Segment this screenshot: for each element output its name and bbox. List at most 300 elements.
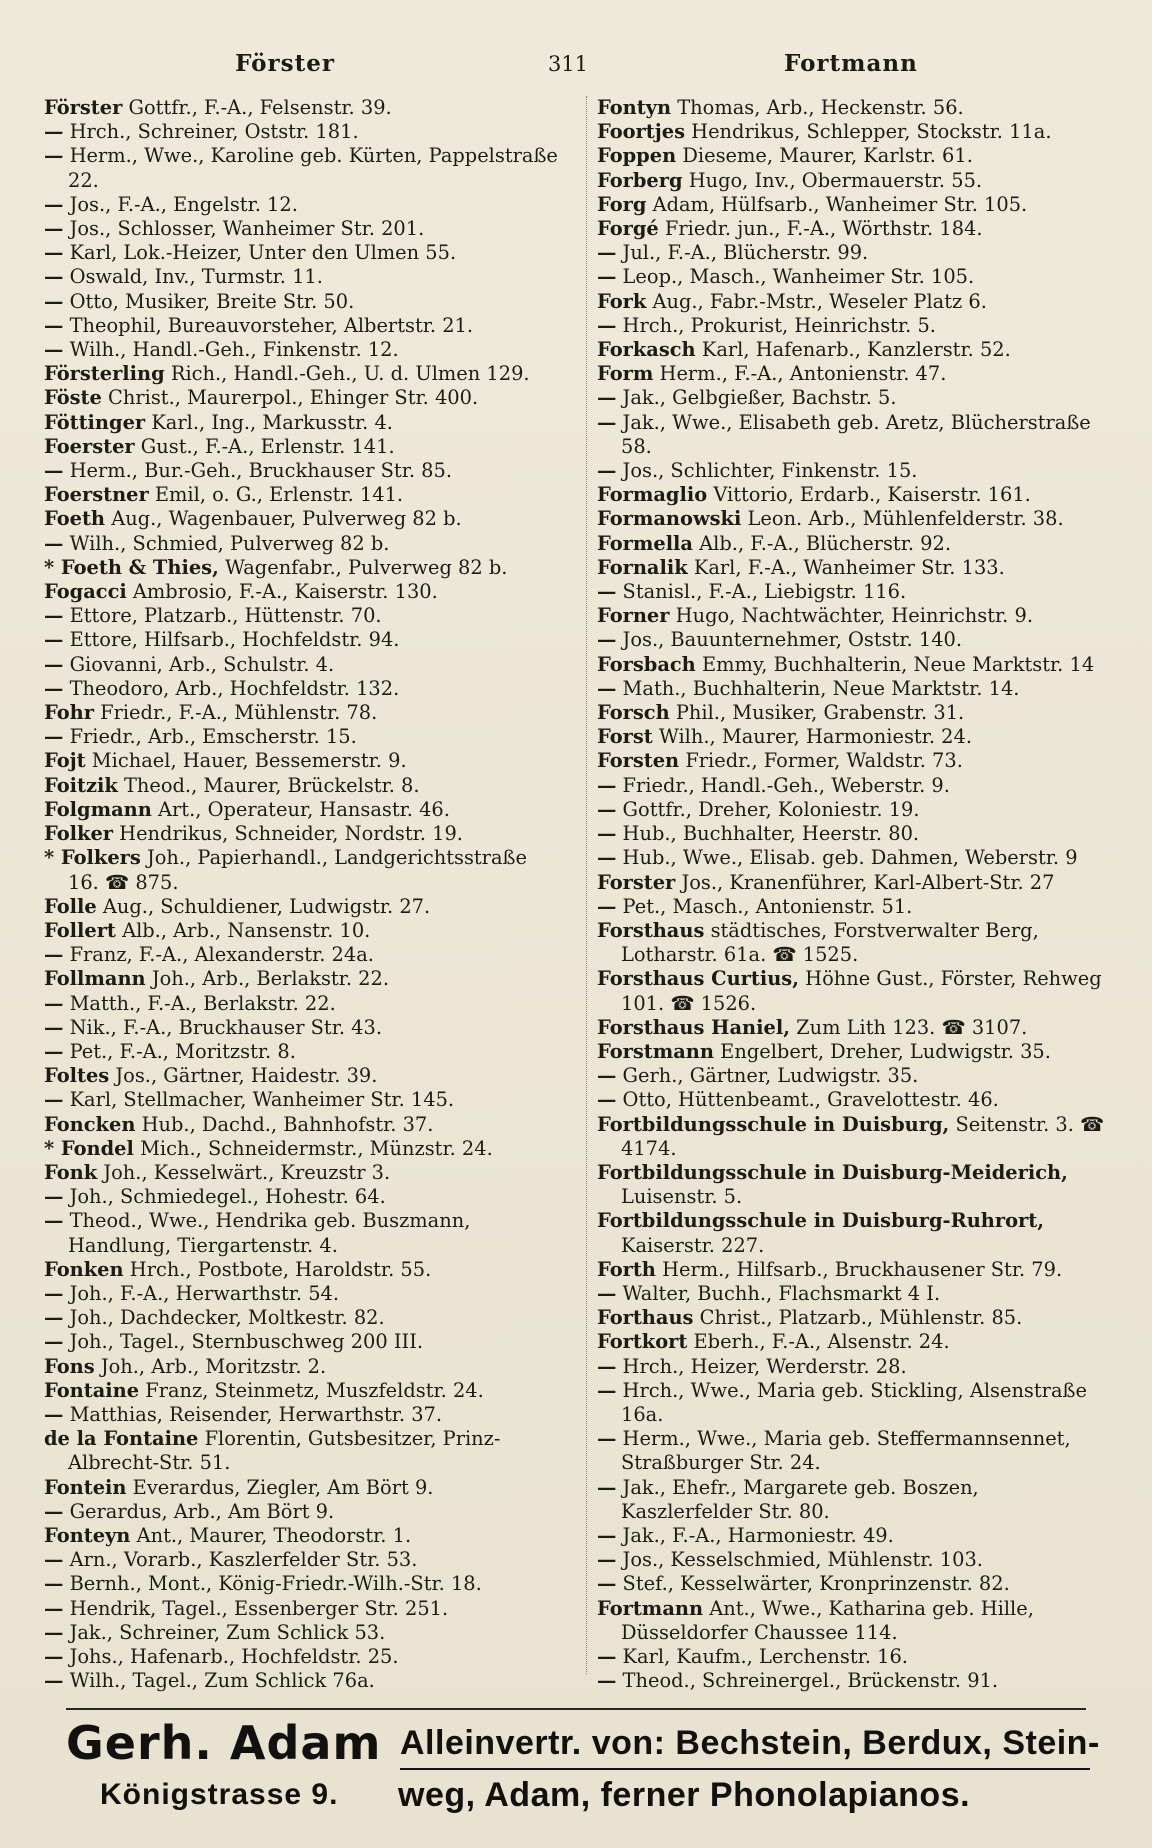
directory-entry xyxy=(597,532,1112,556)
directory-entry xyxy=(44,1137,562,1161)
entry-surname: Forstmann xyxy=(596,1039,714,1063)
entry-details: Karl, Stellmacher, Wanheimer Str. 145. xyxy=(69,1088,455,1112)
directory-entry xyxy=(44,532,562,556)
entry-details: Vittorio, Erdarb., Kaiserstr. 161. xyxy=(713,483,1031,507)
entry-surname: — xyxy=(596,1064,617,1088)
entry-details: Jak., Wwe., Elisabeth geb. Aretz, Blücherstraße 58. xyxy=(620,410,1091,458)
entry-surname: Folgmann xyxy=(44,797,152,821)
entry-details: Jul., F.-A., Blücherstr. 99. xyxy=(622,241,869,265)
entry-surname: — xyxy=(44,338,64,362)
entry-details: Dieseme, Maurer, Karlstr. 61. xyxy=(682,144,973,168)
entry-details: Karl, Lok.-Heizer, Unter den Ulmen 55. xyxy=(69,241,457,265)
entry-surname: Follmann xyxy=(44,967,146,991)
directory-entry xyxy=(44,1379,562,1403)
entry-details: Ant., Maurer, Theodorstr. 1. xyxy=(136,1523,412,1547)
entry-details: Bernh., Mont., König-Friedr.-Wilh.-Str. 18. xyxy=(69,1572,482,1596)
directory-entry xyxy=(597,967,1112,1015)
entry-details: Christ., Platzarb., Mühlenstr. 85. xyxy=(699,1306,1023,1330)
entry-details: Herm., Wwe., Karoline geb. Kürten, Pappelstraße 22. xyxy=(68,144,558,192)
entry-surname: * Folkers xyxy=(44,846,141,870)
entry-surname: Forsbach xyxy=(596,652,696,676)
entry-details: Theod., Maurer, Brückelstr. 8. xyxy=(123,773,420,797)
directory-entry xyxy=(44,628,562,652)
entry-details: Hub., Wwe., Elisab. geb. Dahmen, Weberstr. 9 xyxy=(622,846,1078,870)
entry-details: Stanisl., F.-A., Liebigstr. 116. xyxy=(622,580,907,604)
entry-details: Otto, Hüttenbeamt., Gravelottestr. 46. xyxy=(622,1088,999,1112)
directory-entry xyxy=(44,1161,562,1185)
entry-surname: Fons xyxy=(44,1354,95,1378)
entry-surname: Forkasch xyxy=(596,338,696,362)
entry-surname: Forsten xyxy=(596,749,680,773)
directory-entry xyxy=(597,1476,1112,1524)
entry-details: Pet., Masch., Antonienstr. 51. xyxy=(622,894,913,918)
directory-entry xyxy=(44,677,562,701)
directory-entry xyxy=(44,1621,562,1645)
directory-entry xyxy=(597,290,1112,314)
directory-entry xyxy=(597,1645,1112,1669)
directory-entry xyxy=(597,798,1112,822)
directory-entry xyxy=(597,169,1112,193)
entry-surname: Foerster xyxy=(44,434,135,458)
entry-details: Friedr., Former, Waldstr. 73. xyxy=(685,749,963,773)
directory-entry xyxy=(44,1524,562,1548)
entry-details: Hugo, Inv., Obermauerstr. 55. xyxy=(688,168,983,192)
entry-surname: Foppen xyxy=(596,144,677,168)
directory-entry xyxy=(597,386,1112,410)
entry-surname: Forner xyxy=(596,604,670,628)
directory-entry xyxy=(44,1209,562,1257)
directory-entry xyxy=(597,604,1112,628)
entry-details: Hrch., Heizer, Werderstr. 28. xyxy=(622,1354,907,1378)
entry-surname: — xyxy=(44,943,64,967)
advertisement-divider xyxy=(66,1708,1086,1710)
directory-entry xyxy=(44,580,562,604)
entry-details: Hendrikus, Schlepper, Stockstr. 11a. xyxy=(691,120,1052,144)
directory-entry xyxy=(44,411,562,435)
entry-surname: — xyxy=(596,822,617,846)
entry-details: Gerardus, Arb., Am Bört 9. xyxy=(69,1499,335,1523)
entry-details: Jos., Gärtner, Haidestr. 39. xyxy=(115,1064,378,1088)
directory-entry xyxy=(44,1597,562,1621)
directory-entry xyxy=(44,967,562,991)
entry-details: Ettore, Hilfsarb., Hochfeldstr. 94. xyxy=(69,628,400,652)
directory-entry xyxy=(597,653,1112,677)
entry-surname: — xyxy=(44,652,64,676)
directory-entry xyxy=(597,507,1112,531)
entry-surname: Fortkort xyxy=(596,1330,688,1354)
entry-surname: — xyxy=(596,797,617,821)
ad-text-line-2: weg, Adam, ferner Phonolapianos. xyxy=(398,1776,971,1814)
directory-entry xyxy=(44,241,562,265)
entry-details: Hendrik, Tagel., Essenberger Str. 251. xyxy=(69,1596,449,1620)
entry-details: Joh., Dachdecker, Moltkestr. 82. xyxy=(69,1306,385,1330)
entry-surname: — xyxy=(596,1281,617,1305)
entry-surname: Fonken xyxy=(44,1257,124,1281)
entry-details: Hrch., Schreiner, Oststr. 181. xyxy=(69,120,359,144)
directory-entry xyxy=(597,556,1112,580)
entry-details: Matth., F.-A., Berlakstr. 22. xyxy=(69,991,336,1015)
entry-details: Hrch., Prokurist, Heinrichstr. 5. xyxy=(622,313,936,337)
header-left-keyword: Förster xyxy=(235,50,335,77)
directory-entry xyxy=(597,580,1112,604)
entry-details: Jak., F.-A., Harmoniestr. 49. xyxy=(622,1523,894,1547)
entry-details: Gust., F.-A., Erlenstr. 141. xyxy=(140,434,395,458)
directory-entry xyxy=(597,483,1112,507)
entry-surname: — xyxy=(596,386,617,410)
directory-entry xyxy=(44,1669,562,1693)
directory-entry xyxy=(597,144,1112,168)
entry-details: Jos., Kranenführer, Karl-Albert-Str. 27 xyxy=(681,870,1055,894)
directory-entry xyxy=(597,1064,1112,1088)
entry-details: Kaiserstr. 227. xyxy=(620,1233,765,1257)
entry-surname: de la Fontaine xyxy=(44,1427,199,1451)
advertisement xyxy=(60,1712,1100,1832)
entry-details: Jak., Schreiner, Zum Schlick 53. xyxy=(69,1620,386,1644)
directory-entry xyxy=(44,120,562,144)
directory-entry xyxy=(44,1500,562,1524)
directory-entry xyxy=(44,144,562,192)
directory-entry xyxy=(597,1355,1112,1379)
entry-details: Rich., Handl.-Geh., U. d. Ulmen 129. xyxy=(170,362,530,386)
directory-entry xyxy=(597,701,1112,725)
entry-surname: Foitzik xyxy=(44,773,118,797)
entry-details: Theod., Schreinergel., Brückenstr. 91. xyxy=(622,1669,999,1693)
entry-surname: Follert xyxy=(44,918,116,942)
entry-details: Karl, Hafenarb., Kanzlerstr. 52. xyxy=(701,338,1011,362)
directory-entry xyxy=(44,386,562,410)
entry-surname: — xyxy=(596,1354,617,1378)
entry-surname: — xyxy=(596,1523,617,1547)
entry-surname: Forsthaus xyxy=(596,918,705,942)
entry-surname: — xyxy=(44,991,64,1015)
entry-surname: — xyxy=(44,1402,64,1426)
directory-entry xyxy=(597,120,1112,144)
entry-surname: Forth xyxy=(596,1257,656,1281)
page-header xyxy=(44,50,1112,96)
ad-address: Königstrasse 9. xyxy=(100,1778,339,1811)
directory-entry xyxy=(597,1669,1112,1693)
entry-surname: — xyxy=(596,241,617,265)
directory-entry xyxy=(44,314,562,338)
entry-details: Joh., F.-A., Herwarthstr. 54. xyxy=(69,1281,340,1305)
entry-surname: Forsch xyxy=(596,701,670,725)
entry-details: Hrch., Postbote, Haroldstr. 55. xyxy=(129,1257,432,1281)
entry-surname: — xyxy=(44,1620,64,1644)
entry-details: Jos., Schlosser, Wanheimer Str. 201. xyxy=(69,217,425,241)
entry-surname: Fonk xyxy=(44,1160,98,1184)
entry-surname: — xyxy=(44,241,64,265)
directory-entry xyxy=(44,483,562,507)
entry-details: Joh., Papierhandl., Landgerichtsstraße 16. ☎ 875. xyxy=(68,846,527,894)
entry-details: Jos., F.-A., Engelstr. 12. xyxy=(69,192,298,216)
directory-entry xyxy=(44,774,562,798)
directory-entry xyxy=(44,96,562,120)
directory-entry xyxy=(44,1016,562,1040)
entry-details: Hugo, Nachtwächter, Heinrichstr. 9. xyxy=(675,604,1033,628)
ad-underline xyxy=(400,1768,1090,1770)
entry-surname: — xyxy=(596,846,617,870)
entry-surname: — xyxy=(44,459,64,483)
directory-entry xyxy=(597,677,1112,701)
entry-details: Adam, Hülfsarb., Wanheimer Str. 105. xyxy=(652,192,1028,216)
entry-details: Jak., Gelbgießer, Bachstr. 5. xyxy=(622,386,897,410)
entry-details: Hendrikus, Schneider, Nordstr. 19. xyxy=(119,822,463,846)
entry-surname: — xyxy=(44,604,64,628)
entry-surname: Fohr xyxy=(44,701,94,725)
directory-entry xyxy=(44,943,562,967)
directory-entry xyxy=(44,338,562,362)
directory-entry xyxy=(44,701,562,725)
directory-entry xyxy=(597,822,1112,846)
entry-surname: Fork xyxy=(596,289,647,313)
directory-entry xyxy=(44,459,562,483)
directory-entry xyxy=(597,459,1112,483)
entry-details: Jak., Ehefr., Margarete geb. Boszen, Kaszlerfelder Str. 80. xyxy=(620,1475,979,1523)
ad-text-line-1: Alleinvertr. von: Bechstein, Berdux, Stein- xyxy=(400,1724,1100,1762)
entry-details: Arn., Vorarb., Kaszlerfelder Str. 53. xyxy=(69,1548,418,1572)
directory-entry xyxy=(597,1040,1112,1064)
directory-entry xyxy=(597,411,1112,459)
entry-surname: Forsthaus Haniel, xyxy=(596,1015,790,1039)
directory-entry xyxy=(44,604,562,628)
directory-entry xyxy=(44,822,562,846)
directory-entry xyxy=(44,1572,562,1596)
entry-surname: Fojt xyxy=(44,749,86,773)
entry-details: Joh., Kesselwärt., Kreuzstr 3. xyxy=(103,1160,391,1184)
entry-surname: — xyxy=(44,1306,64,1330)
directory-entry xyxy=(597,1113,1112,1161)
entry-details: Giovanni, Arb., Schulstr. 4. xyxy=(69,652,335,676)
directory-entry xyxy=(597,1330,1112,1354)
entry-surname: Förster xyxy=(44,96,123,119)
directory-entry xyxy=(44,1040,562,1064)
entry-surname: — xyxy=(596,410,617,434)
directory-entry xyxy=(597,895,1112,919)
ad-company-name: Gerh. Adam xyxy=(66,1716,382,1770)
entry-surname: Fornalik xyxy=(596,555,688,579)
entry-details: Eberh., F.-A., Alsenstr. 24. xyxy=(693,1330,950,1354)
entry-details: Walter, Buchh., Flachsmarkt 4 I. xyxy=(622,1281,941,1305)
directory-columns xyxy=(44,96,1112,1693)
entry-details: Joh., Arb., Moritzstr. 2. xyxy=(100,1354,327,1378)
directory-entry xyxy=(44,1306,562,1330)
entry-details: Höhne Gust., Förster, Rehweg 101. ☎ 1526. xyxy=(620,967,1102,1015)
entry-surname: — xyxy=(596,1427,617,1451)
entry-surname: — xyxy=(596,1669,617,1693)
entry-details: Thomas, Arb., Heckenstr. 56. xyxy=(677,96,964,119)
entry-details: Michael, Hauer, Bessemerstr. 9. xyxy=(91,749,407,773)
entry-surname: Folker xyxy=(44,822,113,846)
entry-details: Jos., Bauunternehmer, Oststr. 140. xyxy=(622,628,963,652)
entry-surname: — xyxy=(596,628,617,652)
directory-entry xyxy=(44,1064,562,1088)
entry-surname: — xyxy=(44,1572,64,1596)
entry-details: Hub., Buchhalter, Heerstr. 80. xyxy=(622,822,920,846)
entry-surname: — xyxy=(596,1378,617,1402)
entry-surname: — xyxy=(596,773,617,797)
entry-surname: — xyxy=(44,289,64,313)
directory-entry xyxy=(44,1355,562,1379)
directory-entry xyxy=(44,265,562,289)
entry-details: Hub., Dachd., Bahnhofstr. 37. xyxy=(141,1112,434,1136)
entry-details: Karl, F.-A., Wanheimer Str. 133. xyxy=(693,555,1005,579)
entry-details: Alb., F.-A., Blücherstr. 92. xyxy=(699,531,952,555)
entry-details: Friedr., Handl.-Geh., Weberstr. 9. xyxy=(622,773,950,797)
entry-surname: — xyxy=(44,1039,64,1063)
directory-entry xyxy=(597,1088,1112,1112)
entry-surname: — xyxy=(596,1088,617,1112)
entry-details: Aug., Wagenbauer, Pulverweg 82 b. xyxy=(111,507,462,531)
entry-surname: — xyxy=(44,1185,64,1209)
entry-details: Matthias, Reisender, Herwarthstr. 37. xyxy=(69,1402,443,1426)
entry-details: Leon. Arb., Mühlenfelderstr. 38. xyxy=(747,507,1064,531)
entry-surname: — xyxy=(44,628,64,652)
entry-details: Zum Lith 123. ☎ 3107. xyxy=(796,1015,1028,1039)
directory-entry xyxy=(597,314,1112,338)
directory-entry xyxy=(44,919,562,943)
entry-details: Math., Buchhalterin, Neue Marktstr. 14. xyxy=(622,676,1020,700)
entry-details: Franz, Steinmetz, Muszfeldstr. 24. xyxy=(145,1378,484,1402)
entry-surname: Forgé xyxy=(596,217,659,241)
entry-details: Theod., Wwe., Hendrika geb. Buszmann, Handlung, Tiergartenstr. 4. xyxy=(68,1209,471,1257)
entry-details: Franz, F.-A., Alexanderstr. 24a. xyxy=(69,943,374,967)
directory-entry xyxy=(44,1476,562,1500)
entry-surname: — xyxy=(44,1281,64,1305)
entry-details: Alb., Arb., Nansenstr. 10. xyxy=(122,918,371,942)
entry-details: Hrch., Wwe., Maria geb. Stickling, Alsenstraße 16a. xyxy=(620,1378,1087,1426)
entry-surname: Föste xyxy=(44,386,102,410)
entry-surname: Forg xyxy=(596,192,647,216)
entry-surname: Formella xyxy=(596,531,693,555)
entry-surname: Fortbildungsschule in Duisburg-Meiderich, xyxy=(596,1160,1068,1184)
directory-entry xyxy=(44,1645,562,1669)
directory-entry xyxy=(44,556,562,580)
directory-entry xyxy=(597,96,1112,120)
entry-surname: — xyxy=(44,313,64,337)
entry-details: Gottfr., Dreher, Koloniestr. 19. xyxy=(622,797,920,821)
page-number: 311 xyxy=(547,52,589,76)
entry-surname: Forberg xyxy=(596,168,683,192)
entry-surname: Fortbildungsschule in Duisburg, xyxy=(596,1112,950,1136)
entry-surname: Forster xyxy=(596,870,676,894)
entry-surname: Fortmann xyxy=(596,1596,704,1620)
entry-surname: Fontein xyxy=(44,1475,127,1499)
right-column xyxy=(586,96,1112,1693)
directory-entry xyxy=(597,1427,1112,1475)
entry-surname: Fontyn xyxy=(596,96,672,119)
entry-surname: * Fondel xyxy=(44,1136,134,1160)
directory-entry xyxy=(44,1330,562,1354)
entry-surname: — xyxy=(44,676,64,700)
entry-details: Wagenfabr., Pulverweg 82 b. xyxy=(225,555,508,579)
directory-entry xyxy=(597,265,1112,289)
directory-entry xyxy=(597,1161,1112,1209)
entry-surname: Forthaus xyxy=(596,1306,694,1330)
directory-entry xyxy=(597,241,1112,265)
directory-entry xyxy=(597,1597,1112,1645)
directory-entry xyxy=(44,653,562,677)
directory-entry xyxy=(597,193,1112,217)
directory-entry xyxy=(597,1572,1112,1596)
entry-surname: — xyxy=(44,1596,64,1620)
entry-surname: — xyxy=(44,725,64,749)
directory-entry xyxy=(44,895,562,919)
entry-details: Jos., Schlichter, Finkenstr. 15. xyxy=(622,459,918,483)
entry-details: Ettore, Platzarb., Hüttenstr. 70. xyxy=(69,604,382,628)
entry-details: Friedr., Arb., Emscherstr. 15. xyxy=(69,725,357,749)
directory-entry xyxy=(597,362,1112,386)
entry-details: Mich., Schneidermstr., Münzstr. 24. xyxy=(140,1136,493,1160)
entry-surname: Forst xyxy=(596,725,653,749)
entry-surname: — xyxy=(44,1088,64,1112)
directory-entry xyxy=(44,1088,562,1112)
entry-surname: — xyxy=(596,459,617,483)
entry-details: Stef., Kesselwärter, Kronprinzenstr. 82. xyxy=(622,1572,1010,1596)
entry-surname: Fortbildungsschule in Duisburg-Ruhrort, xyxy=(596,1209,1044,1233)
directory-entry xyxy=(44,798,562,822)
entry-details: städtisches, Forstverwalter Berg, Lotharstr. 61a. ☎ 1525. xyxy=(620,918,1039,967)
directory-entry xyxy=(597,217,1112,241)
entry-details: Christ., Maurerpol., Ehinger Str. 400. xyxy=(108,386,479,410)
entry-details: Theodoro, Arb., Hochfeldstr. 132. xyxy=(69,676,400,700)
directory-entry xyxy=(597,338,1112,362)
directory-entry xyxy=(44,749,562,773)
directory-entry xyxy=(597,1548,1112,1572)
directory-entry xyxy=(44,1403,562,1427)
entry-surname: — xyxy=(596,265,617,289)
directory-entry xyxy=(597,1306,1112,1330)
entry-surname: — xyxy=(44,1209,64,1233)
entry-surname: Foortjes xyxy=(596,120,685,144)
entry-details: Seitenstr. 3. ☎ 4174. xyxy=(620,1112,1105,1160)
entry-surname: — xyxy=(44,1669,64,1693)
directory-entry xyxy=(597,749,1112,773)
directory-entry xyxy=(44,1548,562,1572)
entry-surname: — xyxy=(596,1548,617,1572)
entry-details: Luisenstr. 5. xyxy=(620,1185,743,1209)
entry-surname: Fogacci xyxy=(44,580,127,604)
directory-entry xyxy=(44,435,562,459)
entry-surname: — xyxy=(44,1015,64,1039)
entry-surname: — xyxy=(44,1548,64,1572)
entry-details: Aug., Fabr.-Mstr., Weseler Platz 6. xyxy=(652,289,987,313)
directory-entry xyxy=(597,1282,1112,1306)
entry-details: Karl., Ing., Markusstr. 4. xyxy=(151,410,393,434)
entry-details: Herm., F.-A., Antonienstr. 47. xyxy=(659,362,947,386)
directory-entry xyxy=(597,1209,1112,1257)
entry-details: Gottfr., F.-A., Felsenstr. 39. xyxy=(128,96,392,119)
directory-entry xyxy=(44,217,562,241)
entry-surname: — xyxy=(44,531,64,555)
entry-details: Wilh., Handl.-Geh., Finkenstr. 12. xyxy=(69,338,399,362)
entry-surname: — xyxy=(44,1645,64,1668)
entry-surname: — xyxy=(596,313,617,337)
entry-surname: Fonteyn xyxy=(44,1523,131,1547)
entry-details: Otto, Musiker, Breite Str. 50. xyxy=(69,289,355,313)
entry-details: Friedr., F.-A., Mühlenstr. 78. xyxy=(100,701,378,725)
entry-surname: — xyxy=(596,1572,617,1596)
directory-entry xyxy=(597,725,1112,749)
directory-entry xyxy=(597,774,1112,798)
directory-entry xyxy=(597,628,1112,652)
directory-entry xyxy=(597,1379,1112,1427)
entry-surname: — xyxy=(596,580,617,604)
directory-entry xyxy=(44,1282,562,1306)
entry-surname: Forsthaus Curtius, xyxy=(596,967,799,991)
entry-details: Wilh., Schmied, Pulverweg 82 b. xyxy=(69,531,390,555)
directory-entry xyxy=(597,1524,1112,1548)
directory-entry xyxy=(44,1185,562,1209)
